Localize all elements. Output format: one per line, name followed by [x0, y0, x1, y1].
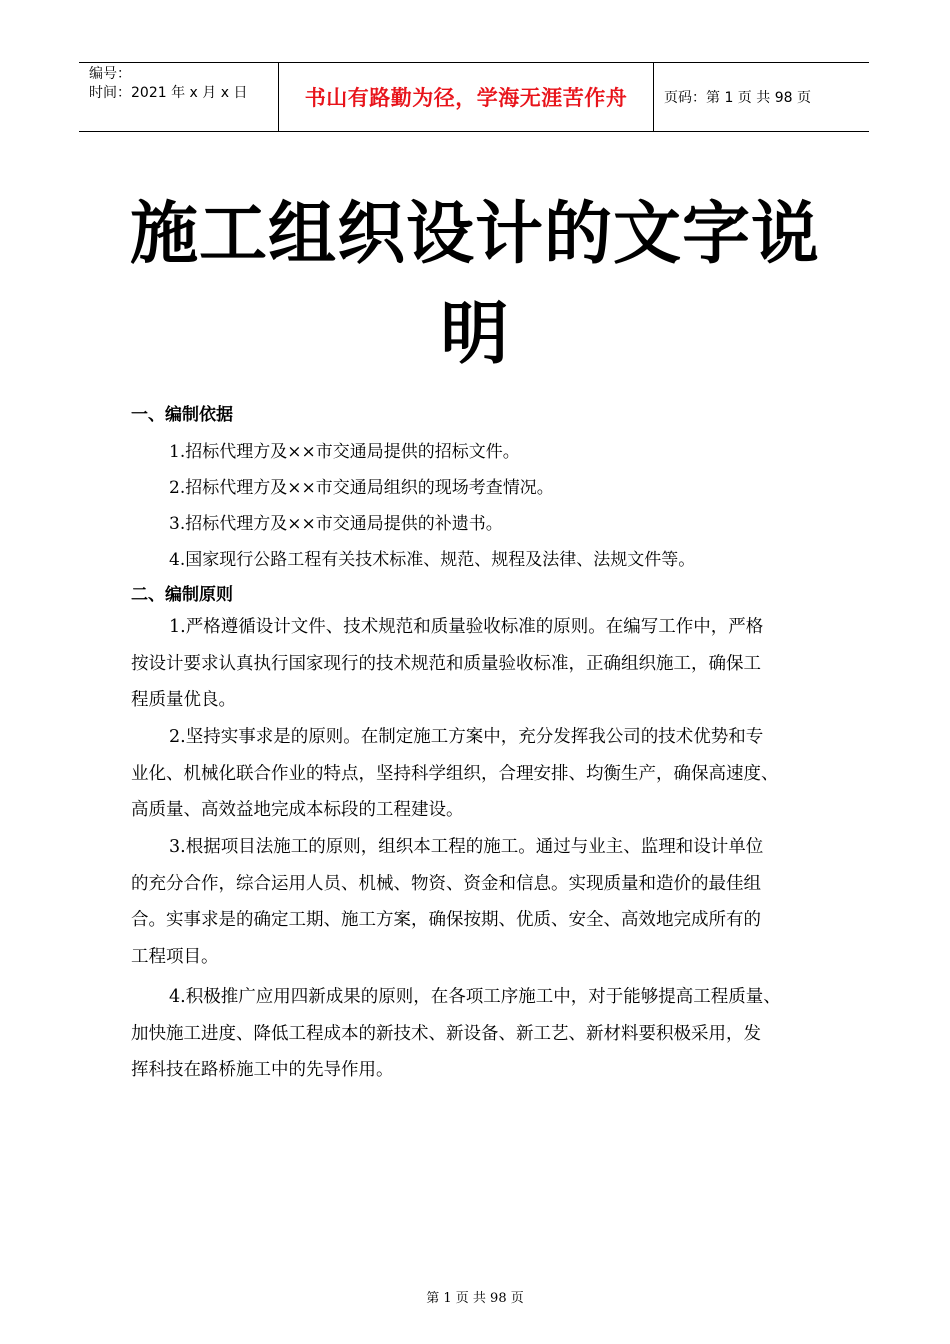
time-label: 时间：2021 年 x 月 x 日 [89, 85, 248, 101]
paragraph-line: 的充分合作，综合运用人员、机械、物资、资金和信息。实现质量和造价的最佳组 [131, 873, 761, 894]
paragraph-line: 挥科技在路桥施工中的先导作用。 [131, 1060, 394, 1080]
paragraph-line: 加快施工进度、降低工程成本的新技术、新设备、新工艺、新材料要积极采用，发 [131, 1023, 761, 1044]
header-page-info: 页码：第 1 页 共 98 页 [664, 90, 811, 106]
paragraph-line: 业化、机械化联合作业的特点，坚持科学组织，合理安排、均衡生产，确保高速度、 [131, 763, 779, 784]
paragraph-line: 合。实事求是的确定工期、施工方案，确保按期、优质、安全、高效地完成所有的 [131, 910, 761, 930]
paragraph-line: 4.积极推广应用四新成果的原则，在各项工序施工中，对于能够提高工程质量、 [169, 987, 781, 1007]
section-heading-principles: 二、编制原则 [131, 585, 233, 605]
principle-paragraph [131, 979, 831, 1089]
section-heading-basis: 一、编制依据 [131, 405, 233, 425]
document-title-line1: 施工组织设计的文字说 [129, 195, 820, 274]
paragraph-line: 程质量优良。 [131, 690, 236, 710]
paragraph-line: 3.根据项目法施工的原则，组织本工程的施工。通过与业主、监理和设计单位 [169, 837, 764, 857]
basis-item: 1.招标代理方及××市交通局提供的招标文件。 [169, 442, 520, 462]
page-footer: 第 1 页 共 98 页 [426, 1291, 524, 1306]
paragraph-line: 1.严格遵循设计文件、技术规范和质量验收标准的原则。在编写工作中，严格 [169, 617, 764, 637]
basis-item: 3.招标代理方及××市交通局提供的补遗书。 [169, 514, 503, 534]
paragraph-line: 高质量、高效益地完成本标段的工程建设。 [131, 800, 464, 820]
principle-paragraph [131, 829, 831, 975]
document-title-line2: 明 [440, 295, 510, 374]
basis-item: 2.招标代理方及××市交通局组织的现场考查情况。 [169, 478, 554, 498]
principle-paragraph [131, 609, 831, 719]
paragraph-line: 2.坚持实事求是的原则。在制定施工方案中，充分发挥我公司的技术优势和专 [169, 727, 764, 747]
header-meta [79, 63, 279, 131]
page-header [79, 62, 869, 132]
number-label: 编号： [89, 66, 131, 82]
paragraph-line: 工程项目。 [131, 946, 219, 967]
principle-paragraph [131, 719, 831, 829]
header-motto: 书山有路勤为径，学海无涯苦作舟 [279, 63, 654, 131]
paragraph-line: 按设计要求认真执行国家现行的技术规范和质量验收标准，正确组织施工，确保工 [131, 653, 761, 674]
basis-item: 4.国家现行公路工程有关技术标准、规范、规程及法律、法规文件等。 [169, 550, 696, 570]
